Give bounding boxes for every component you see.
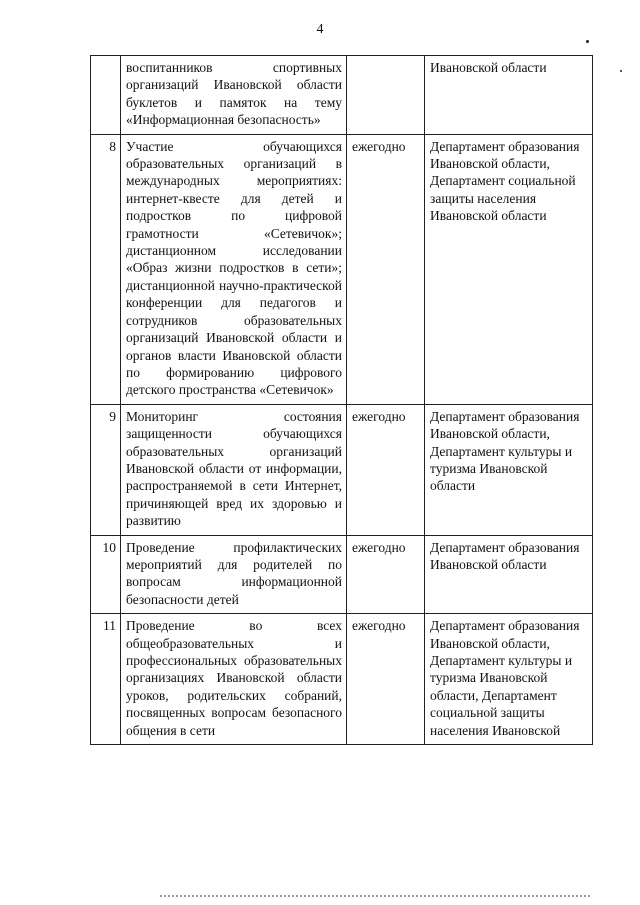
row-number: 8 [91, 134, 121, 404]
table-row [91, 614, 593, 745]
row-number: 11 [91, 614, 121, 745]
table-row [91, 56, 593, 135]
row-term: ежегодно [347, 404, 425, 535]
scan-noise-line [160, 893, 590, 897]
scan-speck [586, 40, 589, 43]
row-description: Проведение во всех общеобразовательных и профессиональных образовательных организациях Ивановской области уроков, родительских собраний, посвященных вопросам безопасного общения в сети [121, 614, 347, 745]
row-number [91, 56, 121, 135]
row-number: 10 [91, 535, 121, 614]
row-responsible: Ивановской области [425, 56, 593, 135]
row-responsible: Департамент образования Ивановской области, Департамент культуры и туризма Ивановской области, Департамент социальной защиты населения Ивановской [425, 614, 593, 745]
row-responsible: Департамент образования Ивановской области, Департамент социальной защиты населения Ивановской области [425, 134, 593, 404]
row-responsible: Департамент образования Ивановской области [425, 535, 593, 614]
row-description: воспитанников спортивных организаций Ивановской области буклетов и памяток на тему «Информационная безопасность» [121, 56, 347, 135]
page-number: 4 [316, 22, 324, 37]
plan-table [90, 55, 593, 745]
row-term [347, 56, 425, 135]
table-row [91, 134, 593, 404]
scan-speck [620, 70, 622, 72]
row-description: Проведение профилактических мероприятий для родителей по вопросам информационной безопасности детей [121, 535, 347, 614]
table-row [91, 404, 593, 535]
row-description: Мониторинг состояния защищенности обучающихся образовательных организаций Ивановской области от информации, распространяемой в сети Интернет, причиняющей вред их здоровью и развитию [121, 404, 347, 535]
row-term: ежегодно [347, 134, 425, 404]
row-number: 9 [91, 404, 121, 535]
row-term: ежегодно [347, 535, 425, 614]
row-term: ежегодно [347, 614, 425, 745]
table-row [91, 535, 593, 614]
row-description: Участие обучающихся образовательных организаций в международных мероприятиях: интернет-квесте для детей и подростков по цифровой грамотности «Сетевичок»; дистанционном исследовании «Образ жизни подростков в сети»; дистанционной научно-практической конференции для педагогов и сотрудников образовательных организаций Ивановской области и органов власти Ивановской области по формированию цифрового детского пространства «Сетевичок» [121, 134, 347, 404]
row-responsible: Департамент образования Ивановской области, Департамент культуры и туризма Ивановской области [425, 404, 593, 535]
